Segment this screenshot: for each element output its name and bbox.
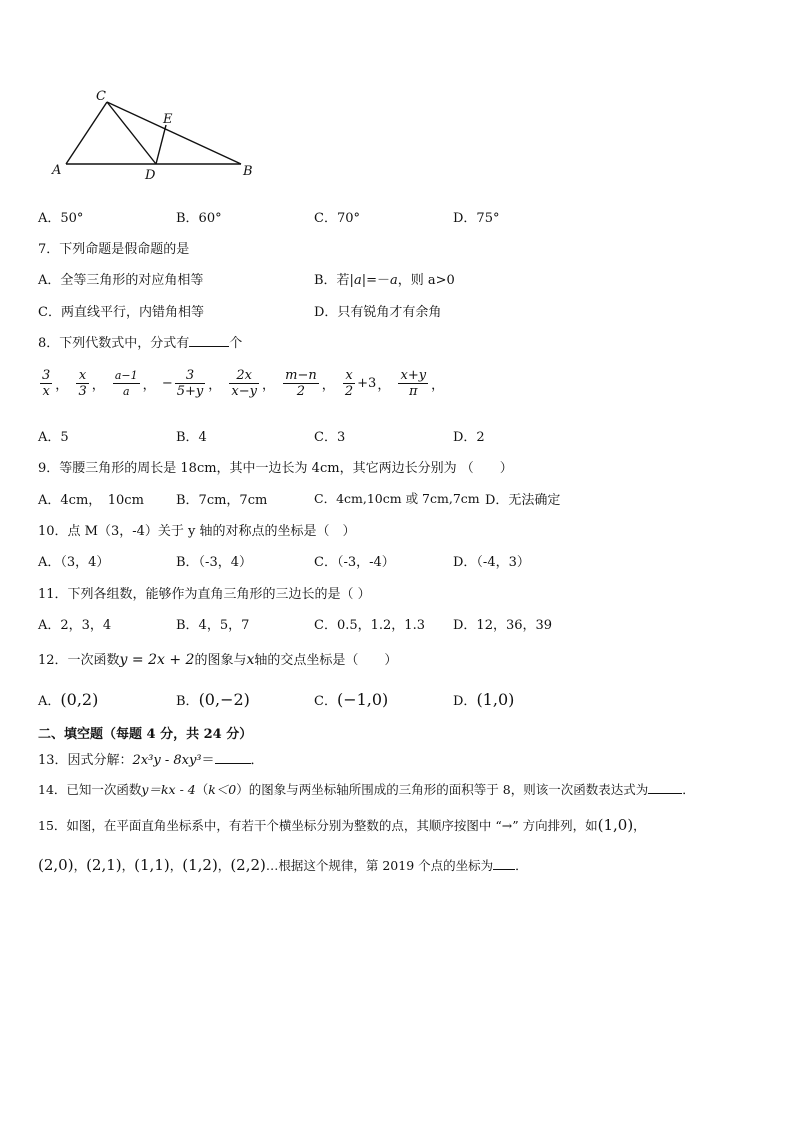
q15-line-2: (2,0)，(2,1)，(1,1)，(1,2)，(2,2)…根据这个规律，第 2019 个点的坐标为 ．	[38, 856, 528, 874]
q8-stem-pre: 8．下列代数式中，分式有	[38, 336, 190, 351]
q13-stem-pre: 13．因式分解：	[38, 753, 133, 768]
q11-option-c[interactable]: C．0.5，1.2，1.3	[314, 618, 425, 633]
q13-end: ．	[250, 753, 264, 768]
q15-point-2-0: (2,0)	[38, 856, 74, 874]
q15-point-1-2: (1,2)	[182, 856, 218, 874]
q7-option-a[interactable]: A．全等三角形的对应角相等	[38, 273, 204, 288]
label-a: A	[52, 163, 62, 178]
q9-stem: 9．等腰三角形的周长是 18cm，其中一边长为 4cm，其它两边长分别为 （ ）	[38, 461, 513, 476]
q8-answer-blank[interactable]	[189, 334, 229, 347]
q11-stem: 11．下列各组数，能够作为直角三角形的三边长的是（ ）	[38, 587, 371, 602]
q6-option-b[interactable]: B．60°	[176, 211, 222, 226]
q12-option-d[interactable]: D．(1,0)	[453, 690, 515, 709]
q12-stem-mid: 的图象与	[194, 653, 247, 668]
q14-stem-pre: 14．已知一次函数	[38, 782, 142, 797]
q8-frac-2: $\frac{x}{3}$	[78, 368, 87, 399]
q15-line1-end: ，	[633, 818, 646, 833]
q8-frac-1: $\frac{3}{x}$	[42, 368, 51, 399]
q13-stem-post: ＝	[201, 753, 215, 768]
q10-option-d[interactable]: D．（-4，3）	[453, 555, 530, 570]
q8-frac-4: $\frac{3}{5+y}$	[176, 368, 204, 399]
q8-option-a[interactable]: A．5	[38, 430, 69, 445]
q12-stem	[38, 649, 397, 668]
q8-frac-6: $\frac{m-n}{2}$	[285, 368, 317, 399]
triangle-figure	[40, 80, 270, 190]
q15-line-1	[38, 816, 646, 834]
q14-stem-post: ）的图象与两坐标轴所围成的三角形的面积等于 8，则该一次函数表达式为	[236, 782, 649, 797]
q6-option-a[interactable]: A．50°	[38, 211, 84, 226]
q14-stem-mid: （	[195, 782, 209, 797]
segment-cd	[107, 102, 156, 164]
q8-stem-post: 个	[229, 336, 243, 351]
segment-cb	[107, 102, 241, 164]
q7-option-b[interactable]	[314, 269, 455, 288]
q12-option-b[interactable]: B．(0,−2)	[176, 690, 250, 709]
segment-de	[156, 125, 166, 164]
q15-point-2-2: (2,2)	[230, 856, 266, 874]
q15-line1-pre: 15．如图，在平面直角坐标系中，有若干个横坐标分别为整数的点，其顺序按图中 “→” 方向排列，如	[38, 818, 598, 833]
q14-function: y＝kx - 4	[141, 782, 196, 797]
q10-stem: 10．点 M（3，-4）关于 y 轴的对称点的坐标是（ ）	[38, 524, 356, 539]
q8-frac-4-sign: −	[161, 376, 173, 391]
q14-condition: k＜0	[208, 782, 237, 797]
q7-stem: 7．下列命题是假命题的是	[38, 242, 190, 257]
q6-option-d[interactable]: D．75°	[453, 211, 500, 226]
q15-line2-end: ．	[515, 858, 528, 873]
q15-point-1-0: (1,0)	[597, 816, 634, 834]
q7-optb-mid: |=－	[361, 273, 390, 288]
q8-frac-5: $\frac{2x}{x-y}$	[231, 368, 257, 399]
label-b: B	[243, 164, 253, 179]
q13-stem	[38, 749, 264, 768]
q7-optb-pre: B．若|	[314, 273, 354, 288]
q7-optb-var-a2: a	[389, 273, 398, 288]
q12-stem-post: 轴的交点坐标是（ ）	[254, 653, 398, 668]
q10-option-b[interactable]: B．（-3，4）	[176, 555, 252, 570]
label-d: D	[145, 168, 156, 183]
q12-stem-pre: 12．一次函数	[38, 653, 120, 668]
q11-option-a[interactable]: A．2，3，4	[38, 618, 112, 633]
q11-option-d[interactable]: D．12，36，39	[453, 618, 553, 633]
q14-end: ．	[682, 782, 695, 797]
q7-option-d[interactable]: D．只有锐角才有余角	[314, 305, 442, 320]
section-2-title: 二、填空题（每题 4 分，共 24 分）	[38, 727, 253, 742]
q15-point-2-1: (2,1)	[86, 856, 122, 874]
q8-stem	[38, 332, 242, 351]
q7-option-c[interactable]: C．两直线平行，内错角相等	[38, 305, 204, 320]
q8-frac-3: $\frac{a-1}{a}$	[114, 369, 138, 398]
q8-frac-7-tail: +3	[357, 376, 377, 391]
q8-frac-8: $\frac{x+y}{\pi}$	[400, 368, 427, 399]
q13-expression: 2x³y - 8xy³	[132, 753, 202, 768]
q8-expression-list: $\frac{3}{x}$ ， $\frac{x}{3}$ ， $\frac{a-1}{a}$ ， − $\frac{3}{5+y}$ ， $\frac{2x}{x-y}$ ， $\frac{m-n}{2}$ ， $\frac{x}{2}$ +3， $\frac{x+y}{\pi}$ ，	[42, 368, 445, 399]
q9-option-c[interactable]: C．4cm,10cm 或 7cm,7cm	[314, 491, 480, 506]
q8-option-b[interactable]: B．4	[176, 430, 207, 445]
q15-answer-blank[interactable]	[493, 857, 515, 870]
q8-option-d[interactable]: D．2	[453, 430, 485, 445]
q6-option-c[interactable]: C．70°	[314, 211, 360, 226]
q12-option-c[interactable]: C．(−1,0)	[314, 690, 389, 709]
q9-option-d[interactable]: D．无法确定	[485, 493, 561, 508]
q15-point-1-1: (1,1)	[134, 856, 170, 874]
q12-option-a[interactable]: A．(0,2)	[38, 690, 99, 709]
q7-optb-post: ，则 a>0	[397, 273, 455, 288]
q10-option-a[interactable]: A．（3，4）	[38, 555, 110, 570]
q14-stem	[38, 780, 695, 798]
q9-option-b[interactable]: B．7cm，7cm	[176, 493, 268, 508]
q11-option-b[interactable]: B．4，5，7	[176, 618, 250, 633]
q15-line2-post: …根据这个规律，第 2019 个点的坐标为	[265, 858, 494, 873]
label-c: C	[96, 89, 106, 104]
q14-answer-blank[interactable]	[648, 781, 682, 794]
q8-frac-7: $\frac{x}{2}$	[344, 368, 354, 399]
segment-ac	[66, 102, 107, 164]
q12-axis: x	[246, 652, 255, 668]
q12-function: y = 2x + 2	[119, 652, 195, 668]
q7-optb-var-a1: a	[353, 273, 362, 288]
q9-option-a[interactable]: A．4cm， 10cm	[38, 493, 144, 508]
q13-answer-blank[interactable]	[215, 751, 251, 764]
q8-option-c[interactable]: C．3	[314, 430, 346, 445]
q10-option-c[interactable]: C．（-3，-4）	[314, 555, 395, 570]
label-e: E	[163, 112, 173, 127]
